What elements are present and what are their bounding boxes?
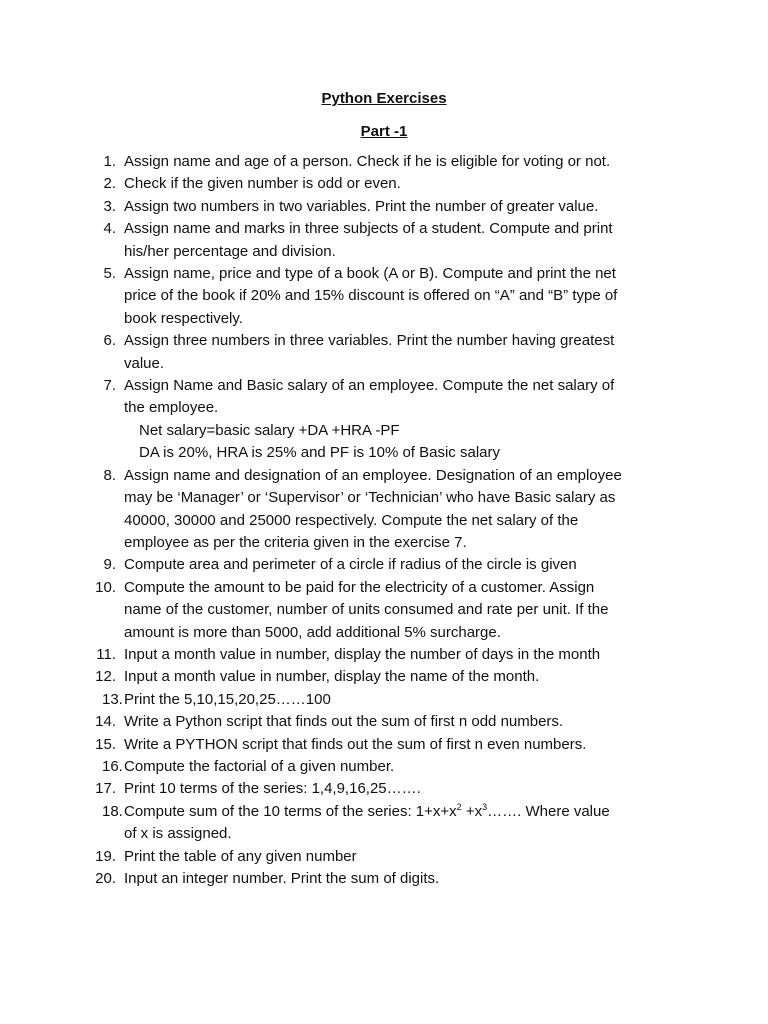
- exercise-number: 3.: [103, 197, 116, 215]
- exercise-number: 14.: [95, 713, 116, 731]
- exercise-item: [0, 465, 768, 555]
- exercise-text: [124, 151, 676, 173]
- exercise-line: 40000, 30000 and 25000 respectively. Compute the net salary of the: [124, 511, 579, 529]
- exercise-text: [124, 196, 676, 218]
- exercise-item: [0, 734, 768, 756]
- exercise-item: [0, 756, 768, 778]
- exercise-number: 12.: [95, 668, 116, 686]
- exercise-line: Assign name and marks in three subjects of a student. Compute and print: [124, 220, 613, 238]
- exercise-line: the employee.: [124, 399, 219, 417]
- exercise-item: [0, 151, 768, 173]
- exercise-item: [0, 778, 768, 800]
- exercise-number: 6.: [103, 332, 116, 350]
- exercise-number: 11.: [96, 645, 116, 663]
- exercise-line: Compute area and perimeter of a circle if radius of the circle is given: [124, 556, 577, 574]
- exercise-text: [124, 173, 676, 195]
- exercise-item: [0, 846, 768, 868]
- exercise-line: Input an integer number. Print the sum of digits.: [124, 870, 440, 887]
- exercise-number: 13.: [102, 690, 123, 708]
- exercise-line: Assign three numbers in three variables. Print the number having greatest: [124, 332, 615, 350]
- exercise-text: [124, 778, 676, 800]
- series-exponent: 3: [482, 801, 488, 812]
- series-exponent: 2: [456, 801, 462, 812]
- exercise-line: Write a PYTHON script that finds out the sum of first n even numbers.: [124, 735, 587, 753]
- exercise-item: [0, 801, 768, 846]
- exercise-item: [0, 554, 768, 576]
- exercise-number: 10.: [95, 578, 116, 596]
- exercise-text: [124, 846, 676, 868]
- exercise-line: Print the table of any given number: [124, 847, 357, 865]
- exercise-line: Assign name, price and type of a book (A or B). Compute and print the net: [124, 265, 616, 283]
- exercise-text: [124, 644, 676, 666]
- document-subtitle: Part -1: [360, 123, 408, 140]
- exercise-text: [124, 263, 676, 330]
- exercise-item: [0, 218, 768, 263]
- exercise-line: price of the book if 20% and 15% discount is offered on “A” and “B” type of: [124, 287, 618, 305]
- exercise-number: 1.: [103, 153, 116, 170]
- exercise-formula-line: DA is 20%, HRA is 25% and PF is 10% of Basic salary: [139, 444, 500, 462]
- exercise-text: [124, 330, 676, 375]
- exercise-text: [124, 465, 676, 555]
- exercise-text: [124, 666, 676, 688]
- series-text: Compute sum of the 10 terms of the series: 1+x+x: [124, 802, 457, 820]
- exercise-line: value.: [124, 354, 165, 372]
- exercise-line: Print the 5,10,15,20,25……100: [124, 690, 331, 708]
- exercise-number: 16.: [102, 757, 123, 775]
- series-text: ……. Where value: [487, 802, 610, 820]
- exercise-item: [0, 666, 768, 688]
- exercise-number: 19.: [95, 847, 116, 865]
- exercise-line: Write a Python script that finds out the sum of first n odd numbers.: [124, 713, 564, 731]
- exercise-text: [124, 577, 676, 644]
- exercise-text: [124, 689, 676, 711]
- exercise-line: Compute the amount to be paid for the electricity of a customer. Assign: [124, 578, 595, 596]
- exercise-line: Print 10 terms of the series: 1,4,9,16,25…….: [124, 780, 421, 798]
- exercise-list: [0, 151, 768, 890]
- exercise-number: 20.: [95, 870, 116, 887]
- exercise-line: of x is assigned.: [124, 825, 232, 843]
- exercise-text: [124, 711, 676, 733]
- exercise-item: [0, 577, 768, 644]
- exercise-text: [124, 734, 676, 756]
- exercise-text: [124, 554, 676, 576]
- exercise-line: Check if the given number is odd or even.: [124, 175, 401, 193]
- exercise-item: [0, 711, 768, 733]
- exercise-text: [124, 756, 676, 778]
- exercise-line: Assign name and designation of an employee. Designation of an employee: [124, 466, 622, 484]
- exercise-number: 17.: [95, 780, 116, 798]
- exercise-item: [0, 196, 768, 218]
- exercise-line: Input a month value in number, display the number of days in the month: [124, 645, 601, 663]
- exercise-number: 4.: [103, 220, 116, 238]
- exercise-number: 18.: [102, 802, 123, 820]
- exercise-series-line: [124, 801, 676, 823]
- exercise-line: employee as per the criteria given in the exercise 7.: [124, 533, 467, 551]
- exercise-text: [124, 218, 676, 263]
- exercise-line: book respectively.: [124, 309, 243, 327]
- exercise-line: Compute the factorial of a given number.: [124, 757, 395, 775]
- exercise-text: [124, 375, 676, 465]
- exercise-item: [0, 263, 768, 330]
- exercise-item: [0, 868, 768, 890]
- exercise-line: amount is more than 5000, add additional 5% surcharge.: [124, 623, 501, 641]
- exercise-number: 9.: [103, 556, 116, 574]
- exercise-number: 15.: [95, 735, 116, 753]
- exercise-line: Assign name and age of a person. Check if he is eligible for voting or not.: [124, 153, 611, 170]
- exercise-line: Input a month value in number, display the name of the month.: [124, 668, 540, 686]
- exercise-text: [124, 801, 676, 846]
- exercise-number: 8.: [103, 466, 116, 484]
- exercise-line: name of the customer, number of units consumed and rate per unit. If the: [124, 601, 609, 619]
- exercise-item: [0, 644, 768, 666]
- exercise-line: Assign Name and Basic salary of an employee. Compute the net salary of: [124, 377, 615, 395]
- exercise-line: Assign two numbers in two variables. Print the number of greater value.: [124, 197, 599, 215]
- exercise-item: [0, 689, 768, 711]
- exercise-item: [0, 173, 768, 195]
- exercise-number: 5.: [103, 265, 116, 283]
- document-title: Python Exercises: [321, 90, 447, 107]
- exercise-number: 7.: [103, 377, 116, 395]
- exercise-line: may be ‘Manager’ or ‘Supervisor’ or ‘Technician’ who have Basic salary as: [124, 489, 616, 507]
- exercise-item: [0, 330, 768, 375]
- exercise-item: [0, 375, 768, 465]
- exercise-line: his/her percentage and division.: [124, 242, 336, 260]
- exercise-number: 2.: [103, 175, 116, 193]
- series-text: +x: [461, 802, 483, 820]
- exercise-formula-line: Net salary=basic salary +DA +HRA -PF: [139, 421, 400, 439]
- exercise-text: [124, 868, 676, 890]
